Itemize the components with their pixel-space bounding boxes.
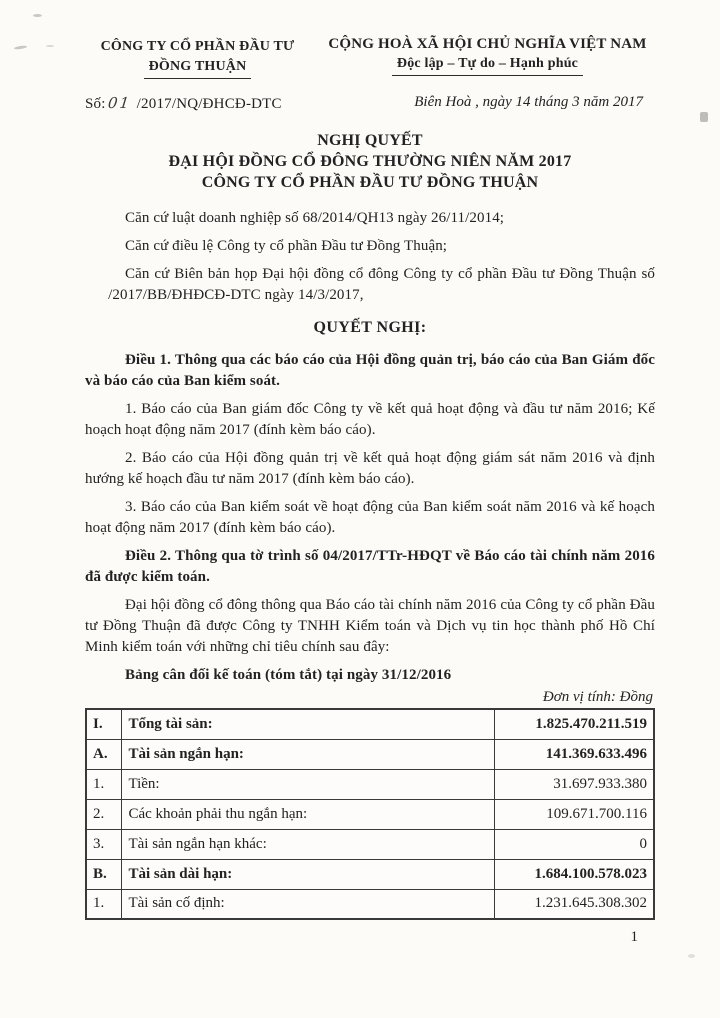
scan-artifact	[33, 14, 42, 17]
article-1-item: 3. Báo cáo của Ban kiểm soát về hoạt động của Ban kiểm soát năm 2016 và kế hoạch hoạt động năm 2017 (đính kèm báo cáo).	[85, 499, 655, 536]
row-label-cell: Tổng tài sản:	[122, 709, 494, 739]
row-label-cell: Tài sản ngắn hạn khác:	[122, 829, 494, 859]
scan-artifact	[14, 45, 27, 50]
article-2-body: Đại hội đồng cổ đông thông qua Báo cáo tài chính năm 2016 của Công ty cổ phần Đầu tư Đồng Thuận đã được Công ty TNHH Kiểm toán và Dịch vụ tin học thành phố Hồ Chí Minh kiểm toán với những chỉ tiêu chính sau đây:	[85, 597, 655, 655]
preamble-paragraph: Căn cứ điều lệ Công ty cổ phần Đầu tư Đồng Thuận;	[125, 238, 448, 254]
handwritten-number: 01	[106, 94, 132, 112]
company-name-line1: CÔNG TY CỔ PHẦN ĐẦU TƯ	[100, 39, 295, 54]
scan-artifact	[46, 45, 54, 47]
unit-note: Đơn vị tính: Đồng	[542, 689, 653, 705]
row-number-cell: A.	[86, 739, 122, 769]
title-line1: NGHỊ QUYẾT	[317, 132, 423, 149]
preamble-paragraph: Căn cứ Biên bản họp Đại hội đồng cổ đông Công ty cổ phần Đầu tư Đồng Thuận số /2017/BB/ĐHĐCĐ-DTC ngày 14/3/2017,	[85, 266, 655, 303]
national-motto-block	[320, 34, 655, 76]
table-row	[86, 859, 654, 889]
company-name-line2: ĐỒNG THUẬN	[85, 57, 310, 79]
row-value-cell: 1.231.645.308.302	[494, 889, 654, 919]
national-motto: Độc lập – Tự do – Hạnh phúc	[320, 54, 655, 76]
row-number-cell: 1.	[86, 889, 122, 919]
table-row	[86, 829, 654, 859]
national-title: CỘNG HOÀ XÃ HỘI CHỦ NGHĨA VIỆT NAM	[328, 36, 647, 52]
balance-sheet-caption: Bảng cân đối kế toán (tóm tắt) tại ngày 31/12/2016	[125, 667, 452, 683]
row-value-cell: 1.684.100.578.023	[494, 859, 654, 889]
article-1-heading: Điều 1. Thông qua các báo cáo của Hội đồng quản trị, báo cáo của Ban Giám đốc và báo cáo của Ban kiểm soát.	[85, 352, 655, 389]
document-number	[85, 94, 282, 113]
resolution-heading: QUYẾT NGHỊ:	[313, 319, 427, 336]
table-row	[86, 709, 654, 739]
article-1-item: 1. Báo cáo của Ban giám đốc Công ty về kết quả hoạt động và đầu tư năm 2016; Kế hoạch hoạt động năm 2017 (đính kèm báo cáo).	[85, 401, 655, 438]
scan-artifact	[688, 954, 695, 958]
row-value-cell: 109.671.700.116	[494, 799, 654, 829]
place-and-date: Biên Hoà , ngày 14 tháng 3 năm 2017	[414, 94, 643, 110]
table-row	[86, 799, 654, 829]
scan-artifact	[700, 112, 708, 122]
row-value-cell: 141.369.633.496	[494, 739, 654, 769]
title-line2: ĐẠI HỘI ĐỒNG CỔ ĐÔNG THƯỜNG NIÊN NĂM 2017	[168, 153, 572, 170]
document-body	[85, 208, 655, 946]
document-meta-row	[85, 94, 655, 113]
preamble-paragraph: Căn cứ luật doanh nghiệp số 68/2014/QH13 ngày 26/11/2014;	[125, 210, 505, 226]
article-2-heading: Điều 2. Thông qua tờ trình số 04/2017/TTr-HĐQT về Báo cáo tài chính năm 2016 đã được kiểm toán.	[85, 548, 655, 585]
row-number-cell: 2.	[86, 799, 122, 829]
title-line3: CÔNG TY CỔ PHẦN ĐẦU TƯ ĐỒNG THUẬN	[201, 174, 539, 191]
document-header	[85, 34, 655, 79]
table-row	[86, 769, 654, 799]
row-value-cell: 31.697.933.380	[494, 769, 654, 799]
row-value-cell: 1.825.470.211.519	[494, 709, 654, 739]
row-number-cell: I.	[86, 709, 122, 739]
row-label-cell: Tài sản cố định:	[122, 889, 494, 919]
document-title	[85, 130, 655, 193]
row-number-cell: B.	[86, 859, 122, 889]
document-number-suffix: /2017/NQ/ĐHCĐ-DTC	[136, 96, 282, 112]
page-number: 1	[630, 929, 638, 945]
company-name-block	[85, 34, 310, 79]
row-label-cell: Tài sản ngắn hạn:	[122, 739, 494, 769]
row-number-cell: 3.	[86, 829, 122, 859]
balance-sheet-table	[85, 708, 655, 920]
article-1-item: 2. Báo cáo của Hội đồng quản trị về kết quả hoạt động giám sát năm 2016 và định hướng kế hoạch đầu tư năm 2017 (đính kèm báo cáo).	[85, 450, 655, 487]
table-row	[86, 889, 654, 919]
row-value-cell: 0	[494, 829, 654, 859]
row-number-cell: 1.	[86, 769, 122, 799]
row-label-cell: Tài sản dài hạn:	[122, 859, 494, 889]
document-number-prefix: Số:	[85, 96, 106, 112]
row-label-cell: Các khoản phải thu ngắn hạn:	[122, 799, 494, 829]
table-row	[86, 739, 654, 769]
row-label-cell: Tiền:	[122, 769, 494, 799]
